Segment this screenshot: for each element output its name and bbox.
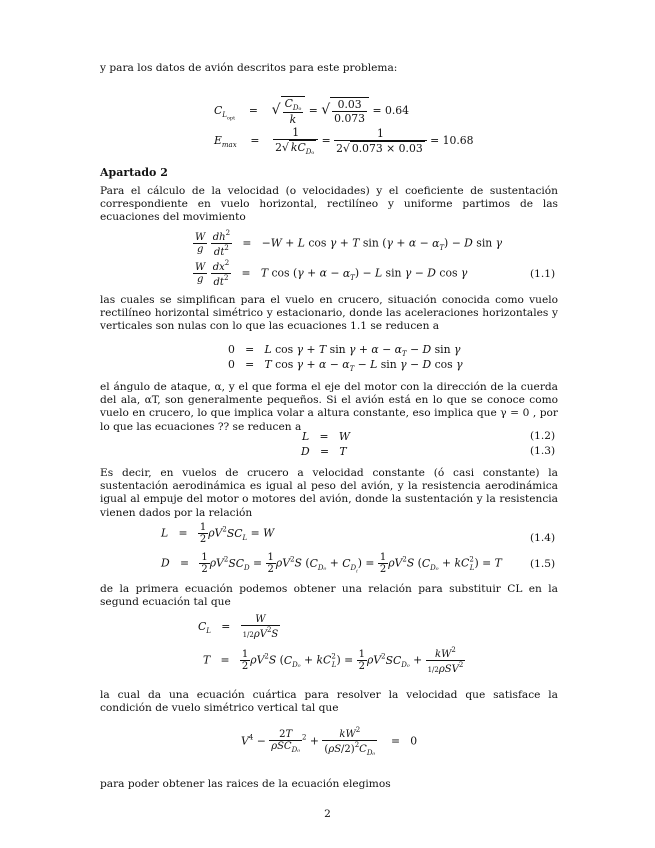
equation-number: (1.2): [530, 430, 556, 442]
equation-quartic: $V^4$ − $\frac{2T}{\rho SC_{D_0}}$ $^2$ + $\frac{kW^2}{(\rho S/2)^2C_{D_0}}$ = 0: [241, 726, 418, 757]
paragraph-motion: Para el cálculo de la velocidad (o velocidades) y el coeficiente de sustentación correspondiente en vuelo horizontal, rectilíneo y uniforme partimos de las ecuaciones del movimiento: [100, 185, 558, 224]
equation-thrust: T = $\frac{1}{2}$ $\rho V^2S$ $(C_{D_0} + kC^2_L)$ = $\frac{1}{2}$ $\rho V^2SC_{D_0}$ + $\frac{kW^2}{1/2\rho SV^2}$: [203, 646, 464, 675]
equation-reduced-1: 0 = L cos γ + T $\sin \gamma + \alpha - \alpha_T - D$ sin γ: [228, 343, 461, 358]
equation-number: (1.4): [530, 532, 556, 544]
equation-number: (1.5): [530, 558, 556, 570]
paragraph-cruise: Es decir, en vuelos de crucero a velocidad constante (ó casi constante) la sustentación aerodinámica es igual al peso del avión, y la resistencia aerodinámica igual al empuje del motor o motores del avión, donde la sustentación y la resistencia vienen dados por la relación: [100, 467, 558, 519]
equation-reduced-2: 0 = T $\cos \gamma + \alpha - \alpha_T - L$ sin γ − D cos γ: [228, 358, 463, 373]
equation-cl: $C_L$ = $\frac{W}{1/2\rho V^2S}$: [198, 614, 279, 640]
intro-paragraph: y para los datos de avión descritos para este problema:: [100, 62, 398, 74]
equation-number: (1.1): [530, 268, 556, 280]
equation-lift-weight: L = W: [302, 430, 350, 443]
page-number: 2: [324, 808, 331, 820]
equation-emax: $E_{max}$ = $\frac{1}{2√ kC_{D_0}}$ = $\frac{1}{2√ 0.073 \times 0.03}$ = 10.68: [214, 126, 474, 156]
paragraph-substitute: de la primera ecuación podemos obtener una relación para substituir CL en la segund ecuación tal que: [100, 583, 558, 609]
equation-number: (1.3): [530, 445, 556, 457]
equation-motion-1: $\frac{W}{g}$ $\frac{dh^2}{dt^2}$ = −W + L cos γ + T $\sin (\gamma + \alpha - \alpha_T) - D$ sin γ: [195, 229, 503, 258]
equation-drag-thrust: D = T: [301, 445, 347, 458]
equation-lift: L = $\frac{1}{2}$ $\rho V^2SC_L = W$: [161, 522, 275, 545]
paragraph-roots: para poder obtener las raices de la ecuación elegimos: [100, 778, 391, 790]
equation-cl-opt: $C_{L_{opt}}$ = √ $\frac{C_{D_0}}{k}$ = √ $\frac{0.03}{0.073}$ = 0.64: [214, 97, 410, 126]
section-heading: Apartado 2: [100, 166, 168, 179]
paragraph-quartic: la cual da una ecuación cuártica para resolver la velocidad que satisface la condición de vuelo simétrico vertical tal que: [100, 689, 558, 715]
equation-drag: D = $\frac{1}{2}$ $\rho V^2SC_D$ = $\frac{1}{2}$ $\rho V^2S$ $(C_{D_0} + C_{D_i})$ = $\frac{1}{2}$ $\rho V^2S$ $(C_{D_0} + kC^2_L) = T$: [161, 552, 502, 575]
equation-motion-2: $\frac{W}{g}$ $\frac{dx^2}{dt^2}$ = T $\cos (\gamma + \alpha - \alpha_T) - L$ sin γ − D cos γ: [195, 259, 468, 288]
paragraph-angles: el ángulo de ataque, α, y el que forma el eje del motor con la dirección de la cuerda del ala, αT, son generalmente pequeños. Si el avión está en lo que se conoce como vuelo en crucero, lo que implica volar a altura constante, eso implica que γ = 0 , por lo que las ecuaciones ?? se reducen a: [100, 381, 558, 433]
paragraph-simplify: las cuales se simplifican para el vuelo en crucero, situación conocida como vuelo rectilíneo horizontal simétrico y estacionario, donde las aceleraciones horizontales y verticales son nulas con lo que las ecuaciones 1.1 se reducen a: [100, 294, 558, 333]
